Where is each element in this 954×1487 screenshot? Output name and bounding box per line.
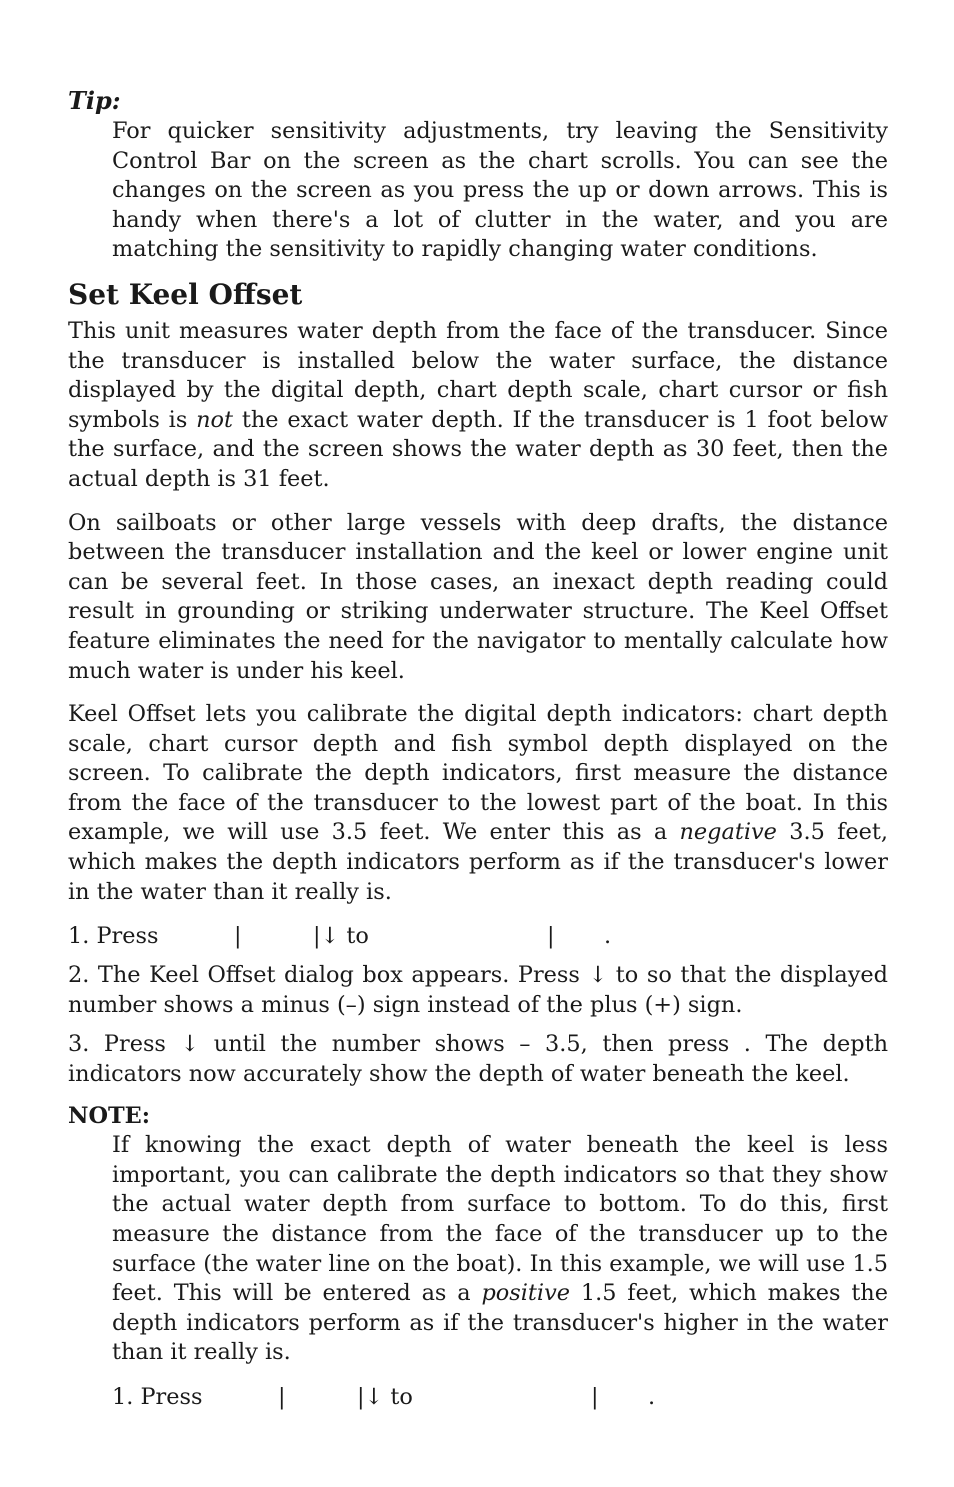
note-step-1-separator-c: | <box>591 1383 599 1410</box>
note-step-1-end: . <box>648 1383 656 1410</box>
step-1-press: 1. Press <box>68 923 159 950</box>
para1-emphasis: not <box>196 406 234 433</box>
step-1 <box>68 921 888 951</box>
tip-text: For quicker sensitivity adjustments, try leaving the Sensitivity Control Bar on the screen as the chart scrolls. You can see the changes on the screen as you press the up or down arrows. This is handy when there's a lot of clutter in the water, and you are matching the sensitivity to rapidly changing water conditions. <box>112 118 888 263</box>
step-1-separator-b: |↓ to <box>313 923 369 950</box>
para3-text-a: Keel Offset lets you calibrate the digital depth indicators: chart depth scale, chart cursor depth and fish symbol depth displayed on the screen. To calibrate the depth indicators, first measure the distance from the face of the transducer to the lowest part of the boat. In this example, we will use 3.5 feet. We enter this as a <box>68 701 888 846</box>
step-2: 2. The Keel Offset dialog box appears. Press ↓ to so that the displayed number shows a minus (–) sign instead of the plus (+) sign. <box>68 962 888 1018</box>
para1-text-b: the exact water depth. If the transducer is 1 foot below the surface, and the screen shows the water depth as 30 feet, then the actual depth is 31 feet. <box>68 406 888 492</box>
paragraph-keel-offset <box>68 700 888 907</box>
step-1-end: . <box>604 923 612 950</box>
tip-label: Tip: <box>68 86 121 115</box>
manual-page <box>68 86 888 1412</box>
paragraph-depth-measurement <box>68 317 888 495</box>
step-1-separator-a: | <box>234 923 242 950</box>
note-block <box>112 1131 888 1412</box>
note-text-a: If knowing the exact depth of water beneath the keel is less important, you can calibrate the depth indicators so that they show the actual water depth from surface to bottom. To do this, first measure the distance from the face of the transducer up to the surface (the water line on the boat). In this example, we will use 1.5 feet. This will be entered as a <box>112 1132 888 1307</box>
note-label: NOTE: <box>68 1102 150 1129</box>
para3-emphasis: negative <box>679 819 777 846</box>
para1-text-a: This unit measures water depth from the face of the transducer. Since the transducer is installed below the water surface, the distance displayed by the digital depth, chart depth scale, chart cursor or fish symbols is <box>68 317 888 433</box>
note-step-1 <box>112 1382 888 1412</box>
note-text-b: 1.5 feet, which makes the depth indicators perform as if the transducer's higher in the water than it really is. <box>112 1280 888 1366</box>
step-1-separator-c: | <box>547 923 555 950</box>
para3-text-b: 3.5 feet, which makes the depth indicators perform as if the transducer's lower in the water than it really is. <box>68 819 889 905</box>
note-emphasis: positive <box>481 1280 570 1307</box>
note-step-1-separator-a: | <box>278 1383 286 1410</box>
tip-block <box>112 117 888 265</box>
note-text <box>112 1131 888 1368</box>
note-step-1-separator-b: |↓ to <box>357 1383 413 1410</box>
note-step-1-press: 1. Press <box>112 1383 203 1410</box>
paragraph-sailboats: On sailboats or other large vessels with deep drafts, the distance between the transducer installation and the keel or lower engine unit can be several feet. In those cases, an inexact depth reading could result in grounding or striking underwater structure. The Keel Offset feature eliminates the need for the navigator to mentally calculate how much water is under his keel. <box>68 509 888 684</box>
section-heading: Set Keel Offset <box>68 277 303 311</box>
step-3: 3. Press ↓ until the number shows – 3.5, then press . The depth indicators now accurately show the depth of water beneath the keel. <box>68 1031 888 1088</box>
